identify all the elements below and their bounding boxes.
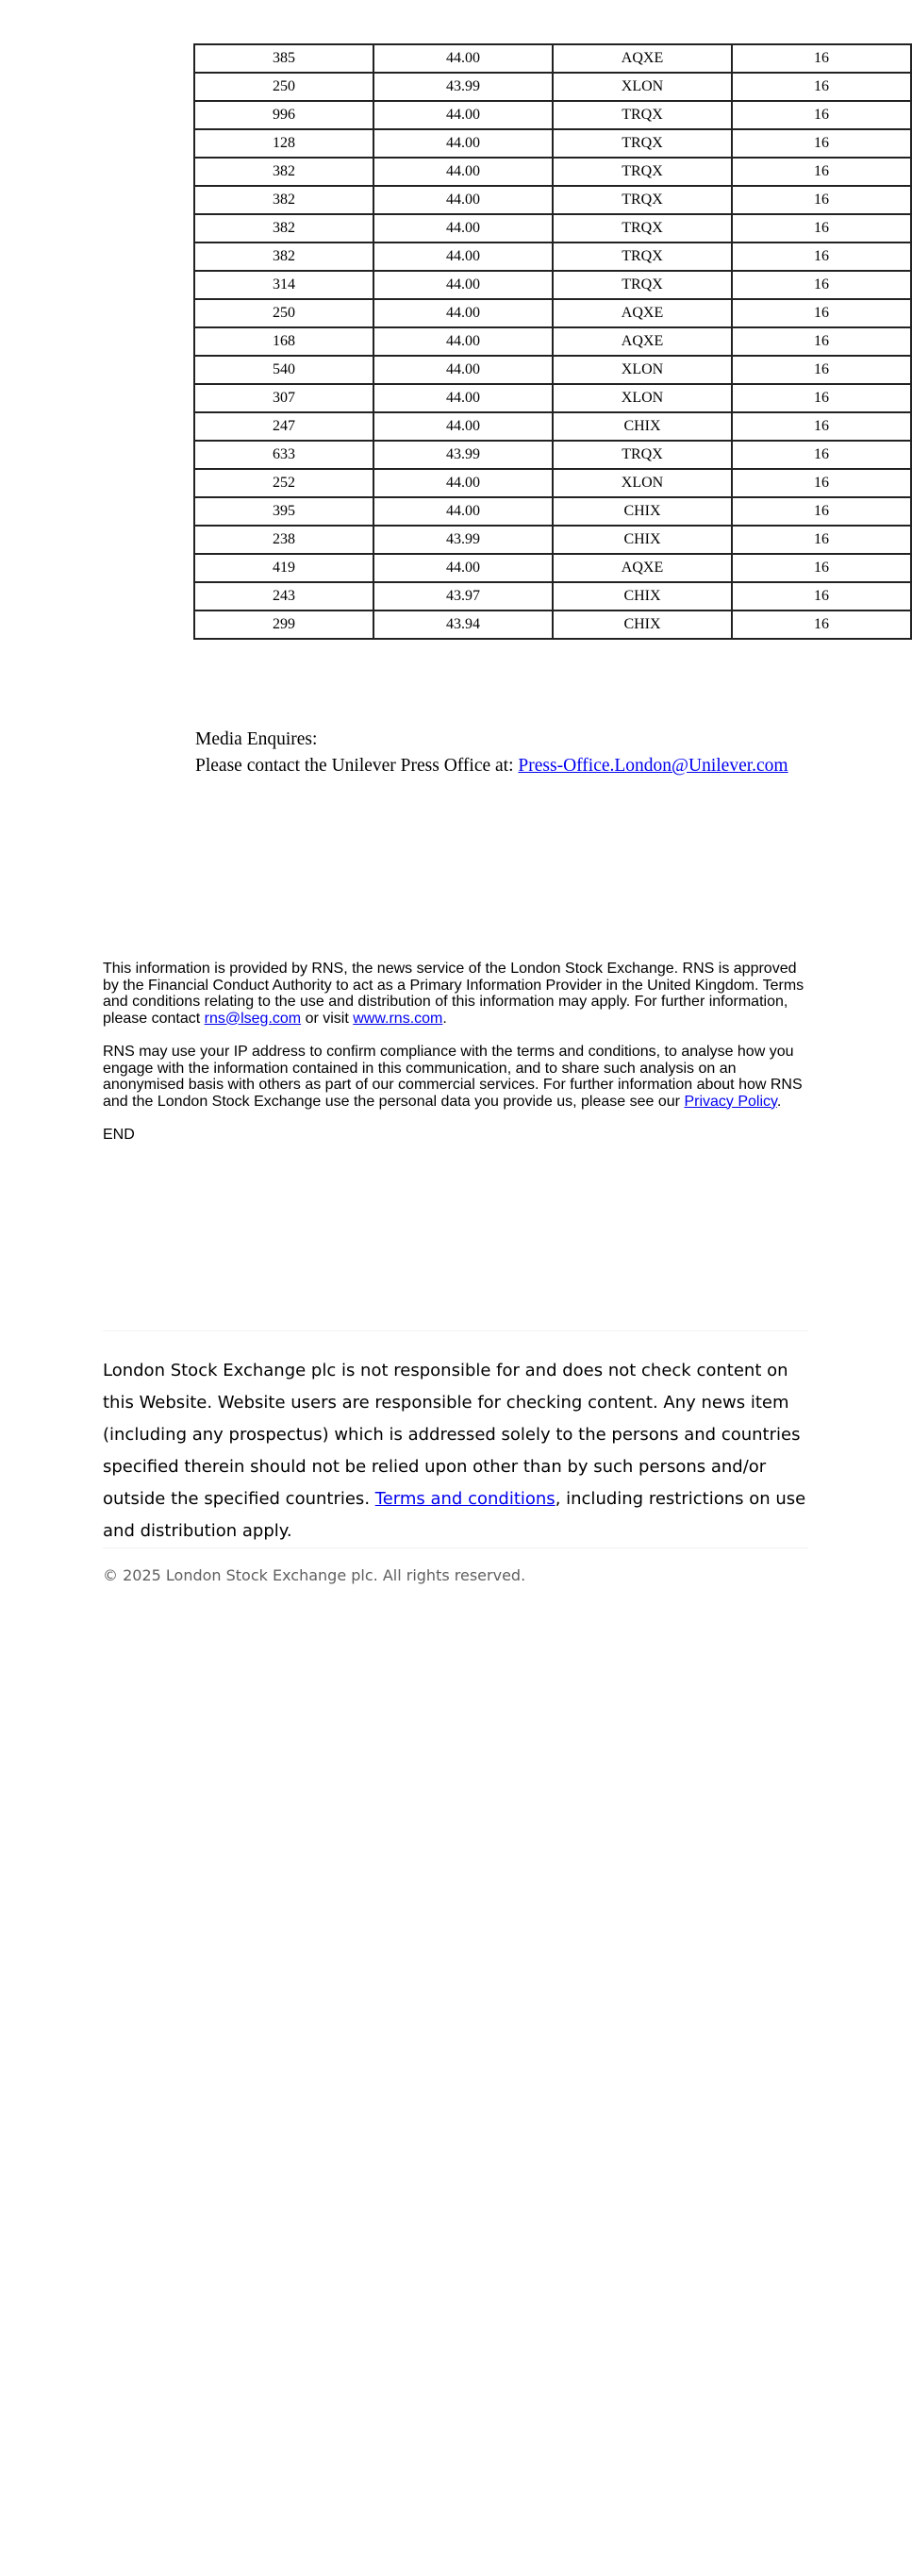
price-cell: 44.00 <box>373 356 553 384</box>
price-cell: 44.00 <box>373 412 553 441</box>
rns-privacy-text: RNS may use your IP address to confirm compliance with the terms and conditions, to analyse how you engage with the information contained in this communication, and to share such analysis on an anonymised basis with others as part of our commercial services. For further information about how RNS and the London Stock Exchange use the personal data you provide us, please see our <box>103 1044 803 1110</box>
price-cell: 44.00 <box>373 44 553 73</box>
volume-cell: 385 <box>194 44 373 73</box>
venue-cell: XLON <box>553 384 732 412</box>
price-cell: 43.97 <box>373 582 553 611</box>
price-cell: 43.99 <box>373 441 553 469</box>
time-cell: 16 <box>732 441 911 469</box>
table-row <box>194 441 911 469</box>
price-cell: 44.00 <box>373 186 553 214</box>
table-row <box>194 186 911 214</box>
table-row <box>194 158 911 186</box>
venue-cell: TRQX <box>553 158 732 186</box>
rns-provider-text: This information is provided by RNS, the news service of the London Stock Exchange. RNS is approved by the Financial Conduct Authority to act as a Primary Information Provider in the United Kingdom. Terms and conditions relating to the use and distribution of this information may apply. For further information, please contact <box>103 961 804 1027</box>
media-enquiries <box>195 727 788 779</box>
rns-paragraph-privacy <box>103 1044 808 1110</box>
time-cell: 16 <box>732 299 911 327</box>
table-row <box>194 469 911 497</box>
time-cell: 16 <box>732 384 911 412</box>
venue-cell: TRQX <box>553 186 732 214</box>
media-heading: Media Enquires: <box>195 729 318 749</box>
volume-cell: 382 <box>194 158 373 186</box>
price-cell: 43.99 <box>373 526 553 554</box>
table-row <box>194 73 911 101</box>
end-marker: END <box>103 1127 135 1143</box>
rns-disclaimer <box>103 961 808 1161</box>
venue-cell: XLON <box>553 356 732 384</box>
time-cell: 16 <box>732 129 911 158</box>
table-row <box>194 356 911 384</box>
volume-cell: 382 <box>194 186 373 214</box>
time-cell: 16 <box>732 497 911 526</box>
time-cell: 16 <box>732 44 911 73</box>
venue-cell: AQXE <box>553 554 732 582</box>
table-row <box>194 243 911 271</box>
table-row <box>194 412 911 441</box>
lse-notice-text: London Stock Exchange plc is not responsible for and does not check content on this Website. Website users are responsible for checking content. Any news item (including any prospectus) which is addressed solely to the persons and countries specified therein should not be relied upon other than by such persons and/or outside the specified countries. <box>103 1361 801 1509</box>
trade-table <box>193 43 912 640</box>
table-row <box>194 526 911 554</box>
price-cell: 44.00 <box>373 384 553 412</box>
venue-cell: CHIX <box>553 526 732 554</box>
rns-period: . <box>442 1010 447 1027</box>
venue-cell: TRQX <box>553 129 732 158</box>
privacy-policy-link[interactable]: Privacy Policy <box>684 1093 777 1110</box>
volume-cell: 247 <box>194 412 373 441</box>
venue-cell: XLON <box>553 469 732 497</box>
volume-cell: 128 <box>194 129 373 158</box>
price-cell: 44.00 <box>373 497 553 526</box>
time-cell: 16 <box>732 101 911 129</box>
volume-cell: 250 <box>194 73 373 101</box>
venue-cell: AQXE <box>553 327 732 356</box>
volume-cell: 382 <box>194 243 373 271</box>
venue-cell: CHIX <box>553 497 732 526</box>
price-cell: 44.00 <box>373 243 553 271</box>
volume-cell: 252 <box>194 469 373 497</box>
volume-cell: 540 <box>194 356 373 384</box>
venue-cell: TRQX <box>553 214 732 243</box>
price-cell: 43.99 <box>373 73 553 101</box>
table-row <box>194 101 911 129</box>
table-row <box>194 271 911 299</box>
media-contact-line <box>195 753 788 779</box>
time-cell: 16 <box>732 554 911 582</box>
price-cell: 44.00 <box>373 158 553 186</box>
volume-cell: 250 <box>194 299 373 327</box>
venue-cell: CHIX <box>553 611 732 639</box>
rns-paragraph-provider <box>103 961 808 1027</box>
time-cell: 16 <box>732 412 911 441</box>
volume-cell: 299 <box>194 611 373 639</box>
time-cell: 16 <box>732 73 911 101</box>
time-cell: 16 <box>732 327 911 356</box>
time-cell: 16 <box>732 582 911 611</box>
venue-cell: AQXE <box>553 299 732 327</box>
time-cell: 16 <box>732 526 911 554</box>
price-cell: 44.00 <box>373 469 553 497</box>
volume-cell: 395 <box>194 497 373 526</box>
table-row <box>194 611 911 639</box>
rns-privacy-period: . <box>776 1093 782 1110</box>
table-row <box>194 129 911 158</box>
price-cell: 43.94 <box>373 611 553 639</box>
copyright-notice: © 2025 London Stock Exchange plc. All rights reserved. <box>103 1566 526 1584</box>
footer-divider-bottom <box>103 1547 808 1548</box>
volume-cell: 419 <box>194 554 373 582</box>
time-cell: 16 <box>732 186 911 214</box>
table-row <box>194 327 911 356</box>
lse-notice-text-end: , including restrictions on use and distribution apply. <box>103 1489 806 1541</box>
table-row <box>194 214 911 243</box>
trade-table-container <box>193 43 829 640</box>
venue-cell: XLON <box>553 73 732 101</box>
venue-cell: TRQX <box>553 101 732 129</box>
media-contact-prefix: Please contact the Unilever Press Office at: <box>195 756 519 776</box>
price-cell: 44.00 <box>373 299 553 327</box>
venue-cell: TRQX <box>553 271 732 299</box>
table-row <box>194 44 911 73</box>
volume-cell: 382 <box>194 214 373 243</box>
table-row <box>194 582 911 611</box>
rns-or-visit-text: or visit <box>301 1010 354 1027</box>
footer-divider-top <box>103 1330 808 1331</box>
table-row <box>194 384 911 412</box>
price-cell: 44.00 <box>373 327 553 356</box>
price-cell: 44.00 <box>373 271 553 299</box>
volume-cell: 307 <box>194 384 373 412</box>
volume-cell: 238 <box>194 526 373 554</box>
venue-cell: CHIX <box>553 412 732 441</box>
time-cell: 16 <box>732 611 911 639</box>
table-row <box>194 497 911 526</box>
lse-responsibility-notice <box>103 1355 820 1547</box>
time-cell: 16 <box>732 214 911 243</box>
table-row <box>194 299 911 327</box>
time-cell: 16 <box>732 271 911 299</box>
press-office-email-link[interactable]: Press-Office.London@Unilever.com <box>518 756 788 776</box>
price-cell: 44.00 <box>373 554 553 582</box>
price-cell: 44.00 <box>373 129 553 158</box>
volume-cell: 168 <box>194 327 373 356</box>
price-cell: 44.00 <box>373 214 553 243</box>
time-cell: 16 <box>732 243 911 271</box>
table-row <box>194 554 911 582</box>
volume-cell: 996 <box>194 101 373 129</box>
venue-cell: CHIX <box>553 582 732 611</box>
terms-and-conditions-link[interactable]: Terms and conditions <box>374 1489 555 1509</box>
venue-cell: AQXE <box>553 44 732 73</box>
venue-cell: TRQX <box>553 243 732 271</box>
price-cell: 44.00 <box>373 101 553 129</box>
volume-cell: 633 <box>194 441 373 469</box>
time-cell: 16 <box>732 469 911 497</box>
volume-cell: 314 <box>194 271 373 299</box>
trade-table-body <box>194 44 911 639</box>
time-cell: 16 <box>732 356 911 384</box>
venue-cell: TRQX <box>553 441 732 469</box>
rns-email-link[interactable]: rns@lseg.com <box>204 1010 302 1027</box>
rns-website-link[interactable]: www.rns.com <box>353 1010 443 1027</box>
time-cell: 16 <box>732 158 911 186</box>
volume-cell: 243 <box>194 582 373 611</box>
